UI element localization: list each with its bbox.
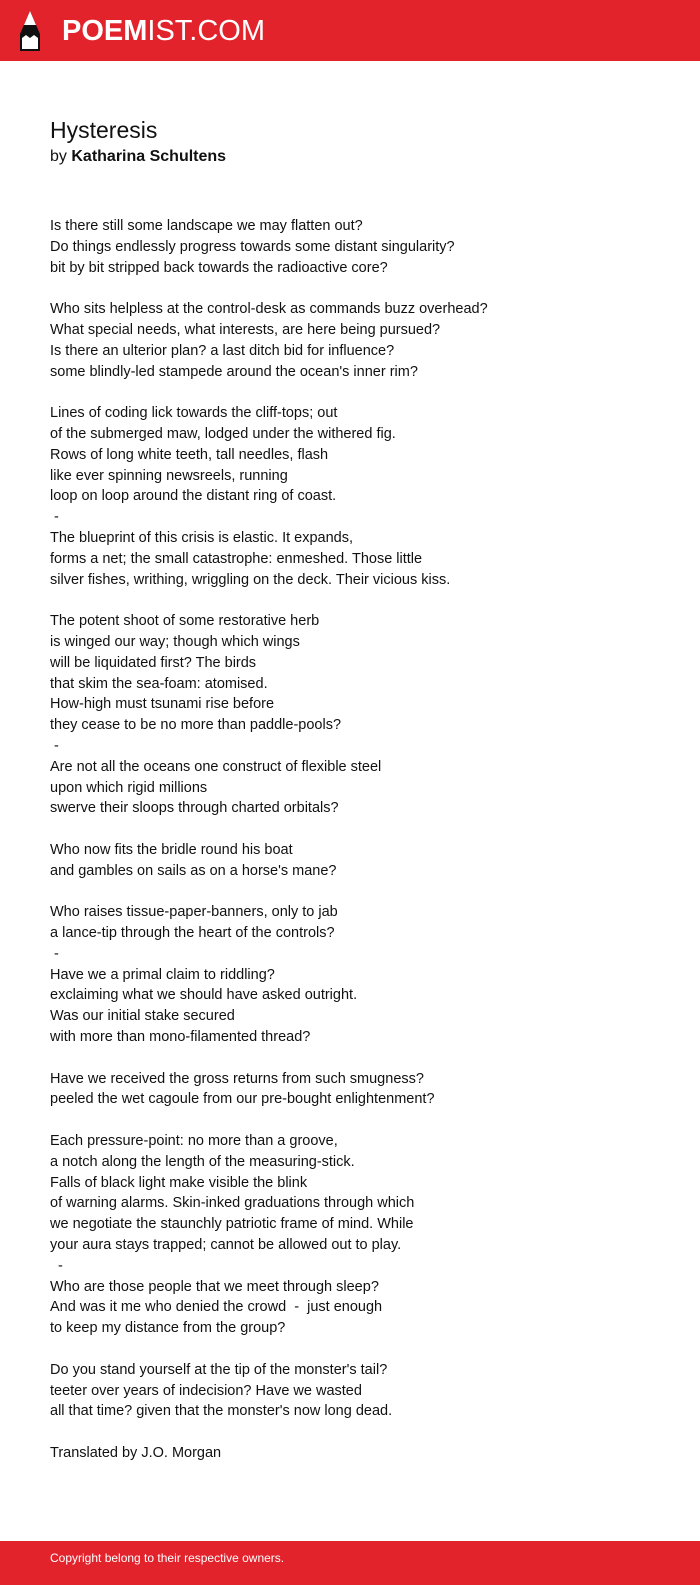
poem-title: Hysteresis (50, 117, 158, 143)
poem-line: Rows of long white teeth, tall needles, flash (50, 446, 329, 463)
poem-line: - (50, 737, 59, 754)
poem-line: Who now fits the bridle round his boat (50, 841, 293, 858)
poem-line: And was it me who denied the crowd - just enough (50, 1299, 383, 1316)
poem-line: Is there still some landscape we may flatten out? (50, 218, 363, 234)
author-link[interactable]: Katharina Schultens (71, 148, 227, 165)
poem-line: - (50, 1257, 63, 1274)
stanza-break (50, 882, 670, 903)
poem-line: bit by bit stripped back towards the radioactive core? (50, 259, 388, 276)
logo-wordmark (62, 10, 265, 52)
poem-line: Do you stand yourself at the tip of the monster's tail? (50, 1361, 388, 1378)
poem-line: peeled the wet cagoule from our pre-bought enlightenment? (50, 1091, 435, 1108)
poem-line: and gambles on sails as on a horse's mane? (50, 862, 337, 879)
poem-line: Is there an ulterior plan? a last ditch bid for influence? (50, 342, 395, 359)
poem-line: Are not all the oceans one construct of flexible steel (50, 758, 382, 775)
poem-line: Have we received the gross returns from such smugness? (50, 1070, 424, 1087)
poem-line: Each pressure-point: no more than a groove, (50, 1133, 338, 1150)
stanza-break (50, 1110, 670, 1131)
stanza-break (50, 1422, 670, 1443)
stanza-break (50, 278, 670, 299)
poem-line: exclaiming what we should have asked outright. (50, 987, 358, 1004)
poem-line: Was our initial stake secured (50, 1008, 235, 1025)
poem-line: teeter over years of indecision? Have we wasted (50, 1382, 362, 1399)
poem-line: is winged our way; though which wings (50, 633, 300, 650)
poem-line: How-high must tsunami rise before (50, 696, 275, 713)
site-footer (0, 1541, 700, 1585)
poem-body (50, 216, 670, 1464)
stanza-break (50, 819, 670, 840)
poem-line: of the submerged maw, lodged under the withered fig. (50, 425, 396, 442)
poem-line: a notch along the length of the measuring-stick. (50, 1153, 355, 1170)
copyright-text: Copyright belong to their respective owners. (50, 1551, 285, 1565)
stanza-break (50, 382, 670, 403)
poem-line: Who are those people that we meet through sleep? (50, 1278, 379, 1295)
stanza-break (50, 590, 670, 611)
poem-line: - (50, 945, 59, 962)
poem-line: that skim the sea-foam: atomised. (50, 675, 268, 692)
poem-line: of warning alarms. Skin-inked graduations through which (50, 1195, 415, 1212)
poem-line: forms a net; the small catastrophe: enmeshed. Those little (50, 550, 423, 567)
logo-bold-text: POEM (62, 15, 148, 47)
poem-line: like ever spinning newsreels, running (50, 467, 288, 484)
poem-line: they cease to be no more than paddle-pools? (50, 717, 342, 734)
site-header (0, 0, 700, 61)
poem-line: all that time? given that the monster's now long dead. (50, 1403, 393, 1420)
stanza-break (50, 1048, 670, 1069)
poem-line: - (50, 509, 59, 526)
poem-line: The blueprint of this crisis is elastic. It expands, (50, 529, 354, 546)
poem-line: a lance-tip through the heart of the controls? (50, 925, 335, 942)
poem-line: we negotiate the staunchly patriotic frame of mind. While (50, 1216, 414, 1233)
poem-line: Have we a primal claim to riddling? (50, 966, 275, 983)
poem-byline (50, 146, 226, 168)
poem-line: with more than mono-filamented thread? (50, 1029, 311, 1046)
poem-line: silver fishes, writhing, wriggling on the deck. Their vicious kiss. (50, 571, 451, 588)
poem-line: some blindly-led stampede around the ocean's inner rim? (50, 363, 418, 380)
poem-line: What special needs, what interests, are here being pursued? (50, 321, 441, 338)
poem-line: to keep my distance from the group? (50, 1320, 286, 1337)
poem-line: loop on loop around the distant ring of coast. (50, 488, 337, 505)
poem-line: upon which rigid millions (50, 779, 208, 796)
poem-line: Who sits helpless at the control-desk as commands buzz overhead? (50, 301, 488, 318)
pencil-tip-icon (18, 10, 42, 52)
logo-light-text: IST.COM (147, 15, 266, 47)
poem-line: Falls of black light make visible the blink (50, 1174, 308, 1191)
poem-line: your aura stays trapped; cannot be allowed out to play. (50, 1237, 402, 1254)
poem-line: will be liquidated first? The birds (50, 654, 257, 671)
poem-line: Who raises tissue-paper-banners, only to jab (50, 904, 338, 921)
poem-line: The potent shoot of some restorative herb (50, 613, 320, 630)
poem-line: swerve their sloops through charted orbitals? (50, 800, 339, 817)
site-logo-link[interactable] (18, 10, 265, 52)
stanza-break (50, 1339, 670, 1360)
poem-line: Translated by J.O. Morgan (50, 1445, 222, 1462)
poem-line: Do things endlessly progress towards some distant singularity? (50, 238, 455, 255)
poem-line: Lines of coding lick towards the cliff-tops; out (50, 405, 338, 422)
by-label: by (50, 148, 67, 165)
